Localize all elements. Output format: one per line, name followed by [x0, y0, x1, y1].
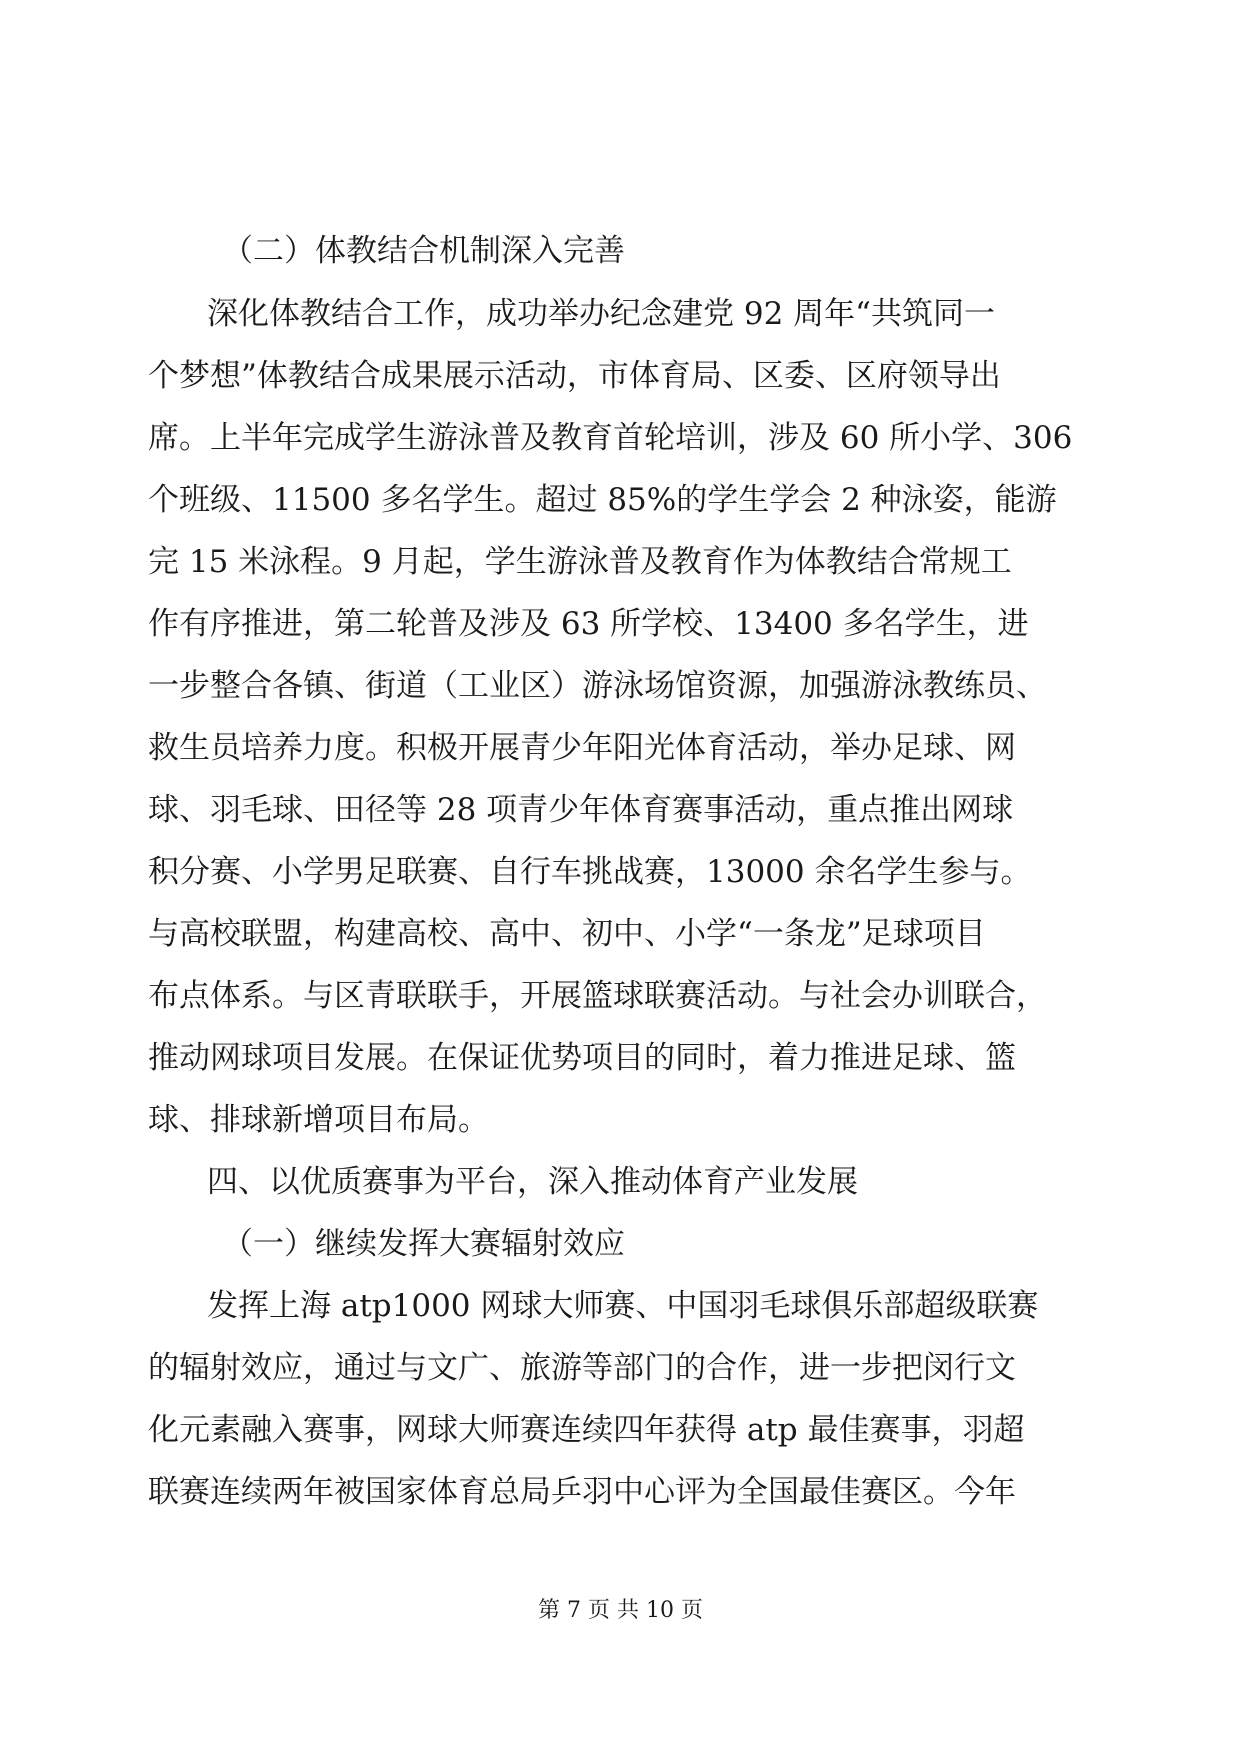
document-page: （二）体教结合机制深入完善 深化体教结合工作，成功举办纪念建党 92 周年“共筑同一 个梦想”体教结合成果展示活动，市体育局、区委、区府领导出 席。上半年完成学生游泳普及教育首轮培训，涉及 60 所小学、306 个班级、11500 多名学生。超过 85%的学生学会 2 种泳姿，能游 完 15 米泳程。9 月起，学生游泳普及教育作为体教结合常规工 作有序推进，第二轮普及涉及 63 所学校、13400 多名学生，进 一步整合各镇、街道（工业区）游泳场馆资源，加强游泳教练员、 救生员培养力度。积极开展青少年阳光体育活动，举办足球、网 球、羽毛球、田径等 28 项青少年体育赛事活动，重点推出网球 积分赛、小学男足联赛、自行车挑战赛，13000 余名学生参与。 与高校联盟，构建高校、高中、初中、小学“一条龙”足球项目 布点体系。与区青联联手，开展篮球联赛活动。与社会办训联合， 推动网球项目发展。在保证优势项目的同时，着力推进足球、篮 球、排球新增项目布局。 四、以优质赛事为平台，深入推动体育产业发展 （一）继续发挥大赛辐射效应 发挥上海 atp1000 网球大师赛、中国羽毛球俱乐部超级联赛 的辐射效应，通过与文广、旅游等部门的合作，进一步把闵行文 化元素融入赛事，网球大师赛连续四年获得 atp 最佳赛事，羽超 联赛连续两年被国家体育总局乒羽中心评为全国最佳赛区。今年 第 7 页 共 10 页 — [0, 0, 1241, 1754]
page-footer: 第 7 页 共 10 页 — [538, 1598, 703, 1623]
